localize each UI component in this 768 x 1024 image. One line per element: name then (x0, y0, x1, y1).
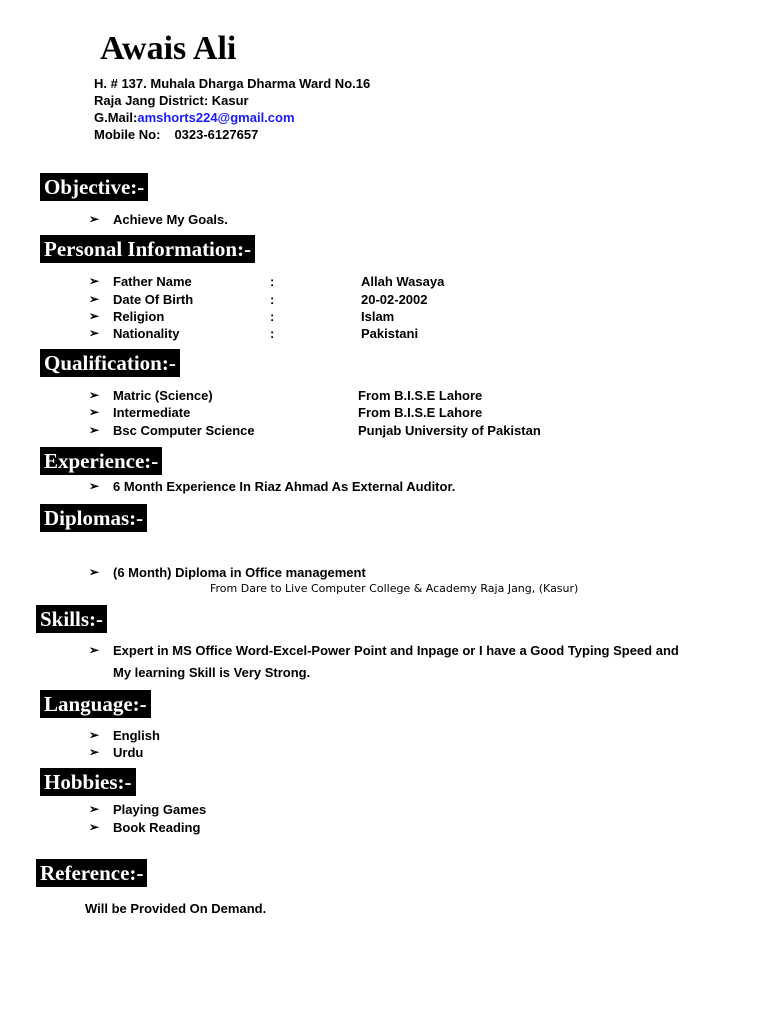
reference-heading: Reference:- (36, 859, 147, 887)
personal-value: 20-02-2002 (361, 292, 428, 307)
qualification-degree: Bsc Computer Science (113, 423, 255, 438)
language-heading: Language:- (40, 690, 151, 718)
personal-label: Date Of Birth (113, 292, 194, 307)
personal-colon: : (270, 274, 275, 289)
personal-colon: : (270, 292, 275, 307)
diploma-item (0, 565, 768, 581)
mobile-number: 0323-6127657 (174, 127, 259, 142)
diploma-detail: From Dare to Live Computer College & Academy Raja Jang, (Kasur) (210, 582, 579, 595)
hobbies-heading: Hobbies:- (40, 768, 136, 796)
email-line (94, 110, 295, 125)
objective-text: Achieve My Goals. (113, 212, 228, 227)
hobby-text: Book Reading (113, 820, 201, 835)
bullet-arrow-icon: ➢ (89, 423, 100, 437)
language-text: Urdu (113, 745, 144, 760)
bullet-arrow-icon: ➢ (89, 326, 100, 340)
address-line-1: H. # 137. Muhala Dharga Dharma Ward No.16 (94, 76, 371, 91)
personal-row-date-of-birth (0, 292, 768, 308)
personal-label: Nationality (113, 326, 180, 341)
language-text: English (113, 728, 160, 743)
experience-item (0, 479, 768, 495)
bullet-arrow-icon: ➢ (89, 802, 100, 816)
bullet-arrow-icon: ➢ (89, 388, 100, 402)
email-label: G.Mail: (94, 110, 138, 125)
bullet-arrow-icon: ➢ (89, 292, 100, 306)
personal-row-father-name (0, 274, 768, 290)
bullet-arrow-icon: ➢ (89, 820, 100, 834)
bullet-arrow-icon: ➢ (89, 405, 100, 419)
hobby-text: Playing Games (113, 802, 207, 817)
bullet-arrow-icon: ➢ (89, 565, 100, 579)
personal-colon: : (270, 326, 275, 341)
bullet-arrow-icon: ➢ (89, 479, 100, 493)
address-line-2: Raja Jang District: Kasur (94, 93, 249, 108)
personal-row-nationality (0, 326, 768, 342)
bullet-arrow-icon: ➢ (89, 212, 100, 226)
qualification-row (0, 388, 768, 404)
candidate-name: Awais Ali (100, 30, 237, 67)
personal-value: Allah Wasaya (361, 274, 445, 289)
skills-item (0, 643, 768, 659)
skills-line-1: Expert in MS Office Word-Excel-Power Point and Inpage or I have a Good Typing Speed and (113, 643, 679, 658)
personal-row-religion (0, 309, 768, 325)
email-link[interactable]: amshorts224@gmail.com (137, 110, 295, 125)
qualification-heading: Qualification:- (40, 349, 180, 377)
skills-line-2: My learning Skill is Very Strong. (113, 665, 311, 680)
objective-item (0, 212, 768, 228)
bullet-arrow-icon: ➢ (89, 274, 100, 288)
language-item (0, 728, 768, 744)
personal-value: Pakistani (361, 326, 419, 341)
qualification-row (0, 423, 768, 439)
experience-heading: Experience:- (40, 447, 162, 475)
hobby-item (0, 820, 768, 836)
bullet-arrow-icon: ➢ (89, 643, 100, 657)
personal-label: Religion (113, 309, 165, 324)
experience-text: 6 Month Experience In Riaz Ahmad As External Auditor. (113, 479, 456, 494)
diploma-text: (6 Month) Diploma in Office management (113, 565, 366, 580)
qualification-degree: Matric (Science) (113, 388, 213, 403)
reference-text: Will be Provided On Demand. (85, 901, 267, 916)
mobile-label: Mobile No: (94, 127, 161, 142)
personal-value: Islam (361, 309, 395, 324)
qualification-institute: Punjab University of Pakistan (358, 423, 541, 438)
diplomas-heading: Diplomas:- (40, 504, 147, 532)
hobby-item (0, 802, 768, 818)
qualification-degree: Intermediate (113, 405, 191, 420)
personal-colon: : (270, 309, 275, 324)
skills-heading: Skills:- (36, 605, 107, 633)
personal-label: Father Name (113, 274, 192, 289)
bullet-arrow-icon: ➢ (89, 745, 100, 759)
bullet-arrow-icon: ➢ (89, 309, 100, 323)
qualification-institute: From B.I.S.E Lahore (358, 388, 483, 403)
objective-heading: Objective:- (40, 173, 148, 201)
personal-info-heading: Personal Information:- (40, 235, 255, 263)
bullet-arrow-icon: ➢ (89, 728, 100, 742)
mobile-line (94, 127, 258, 142)
qualification-row (0, 405, 768, 421)
qualification-institute: From B.I.S.E Lahore (358, 405, 483, 420)
language-item (0, 745, 768, 761)
